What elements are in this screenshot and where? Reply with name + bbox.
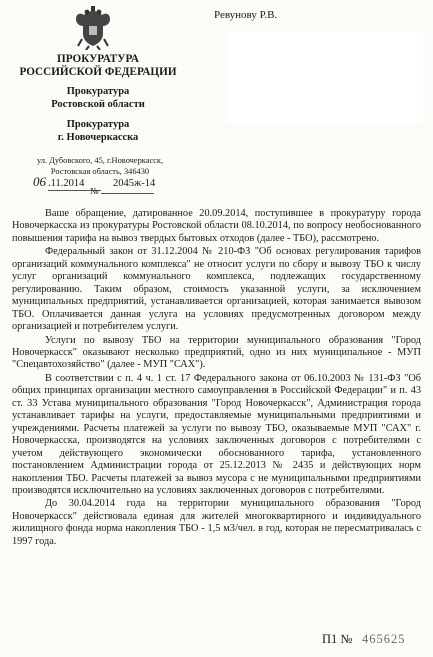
address-line1: ул. Дубовского, 45, г.Новочеркасск,: [36, 156, 164, 165]
city-office-line2: г. Новочеркасска: [57, 132, 139, 143]
paragraph: Ваше обращение, датированное 20.09.2014, поступившее в прокуратуру города Новочеркасска из прокуратуры Ростовской области 08.10.2014, по вопросу необоснованного повышения тарифа на вывоз твердых бытовых отходов (далее - ТБО), рассмотрено.: [12, 208, 421, 244]
org-name-line1: ПРОКУРАТУРА: [57, 53, 139, 65]
paragraph: Федеральный закон от 31.12.2004 № 210-ФЗ "Об основах регулирования тарифов организаций коммунального комплекса" не относит услуги по сбору и вывозу ТБО к числу услуг организаций коммунального комплекса, подлежащих государственному регулированию. Таким образом, стоимость указанной услуги, за исключением муниципальных предприятий, устанавливается организацией, которая занимается вывозом ТБО. Оплачивается данная услуга на условиях предусмотренных договором между организацией и потребителем услуги.: [12, 246, 421, 333]
number-underline: [101, 193, 154, 194]
city-office-line1: Прокуратура: [66, 119, 130, 130]
letter-body: [12, 208, 421, 548]
form-serial-number: 465625: [362, 632, 406, 646]
regional-office-line2: Ростовской области: [51, 99, 145, 110]
paragraph: До 30.04.2014 года на территории муниципального образования "Город Новочеркасск" действовала единая для жителей многоквартирного и индивидуального жилищного фонда норма накопления ТБО - 1,5 м3/чел. в год, которая не пересматривалась с 1997 года.: [12, 498, 421, 547]
redacted-area: [227, 31, 423, 123]
regional-office-line1: Прокуратура: [66, 86, 130, 97]
form-series-label: П1 №: [322, 632, 353, 646]
paragraph: В соответствии с п. 4 ч. 1 ст. 17 Федерального закона от 06.10.2003 № 131-ФЗ "Об общих принципах организации местного самоуправления в Российской Федерации" и п. 43 ст. 33 Устава муниципального образования "Город Новочеркасск", Администрация города устанавливает тарифы на услуги, предоставляемые муниципальными предприятиями и учреждениями. Расчеты платежей за услуги по вывозу ТБО, оказываемые МУП "САХ" г. Новочеркасска, производятся на условиях заключенных договоров с потребителями с учетом действующего экономически обоснованного тарифа, установленного постановлением Администрации города от 25.12.2013 № 2435 и действующих норм накопления ТБО. Расчеты платежей за вывоз мусора с не муниципальными предприятиями производятся исключительно на условиях заключенных договоров с потребителями.: [12, 372, 421, 496]
org-name-line2: РОССИЙСКОЙ ФЕДЕРАЦИИ: [19, 66, 177, 78]
coat-of-arms-emblem: [74, 6, 112, 50]
date-rest: .11.2014: [48, 178, 85, 189]
date-day-handwritten: 06: [33, 174, 46, 189]
recipient-name: Ревунову Р.В.: [214, 9, 278, 21]
address-line2: Ростовская область, 346430: [50, 167, 150, 176]
paragraph: Услуги по вывозу ТБО на территории муниципального образования "Город Новочеркасск" оказывают несколько предприятий, одно из них муниципальное - МУП "Спецавтохозяйство" (далее - МУП "САХ").: [12, 334, 421, 371]
number-sign: №: [90, 186, 99, 196]
letter-number: 2045ж-14: [113, 178, 156, 189]
